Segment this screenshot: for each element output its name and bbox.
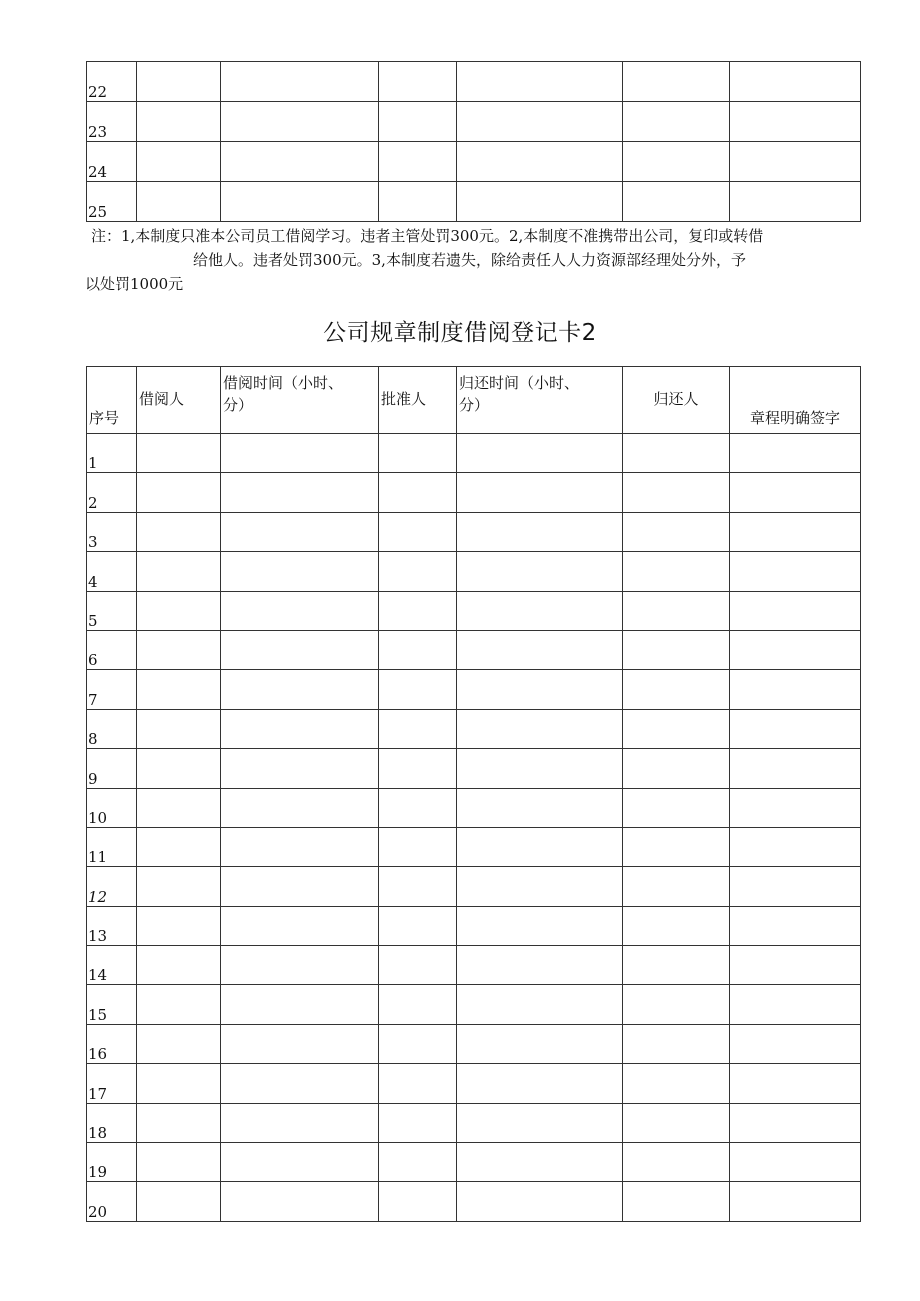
row-number: 6 [88,651,98,670]
table-row [87,985,861,1024]
empty-cell[interactable] [457,142,623,182]
empty-cell[interactable] [457,985,623,1024]
empty-cell[interactable] [221,182,379,222]
row-number: 3 [88,533,98,552]
empty-cell[interactable] [137,827,221,866]
header-returner: 归还人 [623,367,730,434]
empty-cell[interactable] [137,749,221,788]
row-number: 9 [88,769,98,788]
empty-cell[interactable] [221,434,379,473]
table-row [87,749,861,788]
empty-cell[interactable] [379,102,457,142]
empty-cell[interactable] [457,182,623,222]
empty-cell[interactable] [379,434,457,473]
row-number-cell [87,62,137,102]
table-row [87,906,861,945]
empty-cell[interactable] [379,1024,457,1063]
row-number-cell [87,512,137,551]
empty-cell[interactable] [221,512,379,551]
table-row [87,142,861,182]
header-approver: 批准人 [379,367,457,434]
empty-cell[interactable] [379,1064,457,1103]
empty-cell[interactable] [379,788,457,827]
row-number: 4 [88,572,98,591]
empty-cell[interactable] [221,591,379,630]
row-number-cell [87,749,137,788]
row-number: 22 [88,83,108,101]
empty-cell[interactable] [730,670,861,709]
empty-cell[interactable] [623,946,730,985]
empty-cell[interactable] [457,62,623,102]
row-number-cell [87,867,137,906]
empty-cell[interactable] [221,102,379,142]
empty-cell[interactable] [623,827,730,866]
empty-cell[interactable] [221,867,379,906]
row-number-cell [87,591,137,630]
empty-cell[interactable] [379,709,457,748]
empty-cell[interactable] [457,867,623,906]
row-number-cell [87,1103,137,1142]
empty-cell[interactable] [379,985,457,1024]
row-number: 11 [88,848,108,867]
empty-cell[interactable] [730,434,861,473]
empty-cell[interactable] [379,946,457,985]
table-row [87,434,861,473]
empty-cell[interactable] [457,1064,623,1103]
row-number-cell [87,906,137,945]
row-number-cell [87,552,137,591]
header-seq: 序号 [87,367,137,434]
empty-cell[interactable] [137,434,221,473]
empty-cell[interactable] [221,670,379,709]
empty-cell[interactable] [457,434,623,473]
empty-cell[interactable] [457,1103,623,1142]
row-number-cell [87,434,137,473]
empty-cell[interactable] [379,473,457,512]
empty-cell[interactable] [379,552,457,591]
empty-cell[interactable] [137,1103,221,1142]
empty-cell[interactable] [730,1182,861,1221]
empty-cell[interactable] [457,946,623,985]
empty-cell[interactable] [457,591,623,630]
empty-cell[interactable] [730,62,861,102]
empty-cell[interactable] [221,946,379,985]
row-number: 20 [88,1202,108,1221]
empty-cell[interactable] [623,434,730,473]
empty-cell[interactable] [379,1103,457,1142]
table-row [87,591,861,630]
row-number: 16 [88,1045,108,1064]
header-return-time: 归还时间（小时、 分） [457,367,623,434]
empty-cell[interactable] [623,1143,730,1182]
row-number-cell [87,946,137,985]
table-row [87,788,861,827]
table-row [87,709,861,748]
empty-cell[interactable] [379,867,457,906]
note-line-2: 给他人。违者处罚300元。3,本制度若遗失，除给责任人人力资源部经理处分外，予 [193,251,746,269]
empty-cell[interactable] [137,473,221,512]
empty-cell[interactable] [457,709,623,748]
row-number: 25 [88,203,108,221]
empty-cell[interactable] [623,552,730,591]
row-number: 8 [88,730,98,749]
empty-cell[interactable] [137,630,221,669]
empty-cell[interactable] [730,1103,861,1142]
row-number: 12 [88,887,108,906]
row-number-cell [87,670,137,709]
continued-register-table [86,61,861,222]
table-row [87,1103,861,1142]
note-line-1: 注：1,本制度只准本公司员工借阅学习。违者主管处罚300元。2,本制度不准携带出公司，复印或转借 [91,227,764,245]
empty-cell[interactable] [730,591,861,630]
table-row [87,182,861,222]
empty-cell[interactable] [623,630,730,669]
row-number: 24 [88,163,108,181]
borrow-register-table [86,366,861,1222]
empty-cell[interactable] [221,1103,379,1142]
empty-cell[interactable] [730,985,861,1024]
empty-cell[interactable] [730,1064,861,1103]
empty-cell[interactable] [137,867,221,906]
row-number: 7 [88,690,98,709]
row-number: 15 [88,1005,108,1024]
empty-cell[interactable] [623,1064,730,1103]
empty-cell[interactable] [137,102,221,142]
empty-cell[interactable] [457,102,623,142]
empty-cell[interactable] [457,906,623,945]
empty-cell[interactable] [379,630,457,669]
header-borrower: 借阅人 [137,367,221,434]
row-number: 17 [88,1084,108,1103]
empty-cell[interactable] [623,906,730,945]
empty-cell[interactable] [137,512,221,551]
empty-cell[interactable] [457,1024,623,1063]
empty-cell[interactable] [457,552,623,591]
empty-cell[interactable] [623,788,730,827]
empty-cell[interactable] [137,591,221,630]
empty-cell[interactable] [457,512,623,551]
empty-cell[interactable] [221,827,379,866]
empty-cell[interactable] [379,142,457,182]
empty-cell[interactable] [730,906,861,945]
empty-cell[interactable] [221,1064,379,1103]
empty-cell[interactable] [379,906,457,945]
row-number-cell [87,788,137,827]
empty-cell[interactable] [730,1143,861,1182]
empty-cell[interactable] [221,788,379,827]
table-row [87,867,861,906]
empty-cell[interactable] [457,827,623,866]
empty-cell[interactable] [137,946,221,985]
table-row [87,630,861,669]
table-row [87,512,861,551]
empty-cell[interactable] [137,670,221,709]
table-row [87,62,861,102]
empty-cell[interactable] [623,709,730,748]
empty-cell[interactable] [623,102,730,142]
row-number-cell [87,1064,137,1103]
empty-cell[interactable] [730,473,861,512]
table-row [87,1024,861,1063]
empty-cell[interactable] [730,512,861,551]
empty-cell[interactable] [137,985,221,1024]
empty-cell[interactable] [457,630,623,669]
empty-cell[interactable] [221,985,379,1024]
empty-cell[interactable] [623,473,730,512]
empty-cell[interactable] [221,142,379,182]
empty-cell[interactable] [457,1182,623,1221]
empty-cell[interactable] [137,1064,221,1103]
empty-cell[interactable] [379,670,457,709]
empty-cell[interactable] [623,512,730,551]
empty-cell[interactable] [623,867,730,906]
empty-cell[interactable] [379,591,457,630]
card-title: 公司规章制度借阅登记卡2 [323,320,597,346]
row-number-cell [87,142,137,182]
table-row [87,473,861,512]
row-number-cell [87,630,137,669]
row-number-cell [87,473,137,512]
header-signature: 章程明确签字 [730,367,861,434]
empty-cell[interactable] [730,749,861,788]
empty-cell[interactable] [730,142,861,182]
empty-cell[interactable] [221,1182,379,1221]
empty-cell[interactable] [221,62,379,102]
empty-cell[interactable] [137,62,221,102]
empty-cell[interactable] [730,867,861,906]
empty-cell[interactable] [221,906,379,945]
row-number-cell [87,985,137,1024]
empty-cell[interactable] [730,709,861,748]
empty-cell[interactable] [623,62,730,102]
empty-cell[interactable] [221,1024,379,1063]
empty-cell[interactable] [730,1024,861,1063]
table-row [87,552,861,591]
empty-cell[interactable] [379,1143,457,1182]
empty-cell[interactable] [221,630,379,669]
row-number: 13 [88,927,108,946]
row-number-cell [87,182,137,222]
empty-cell[interactable] [221,552,379,591]
empty-cell[interactable] [623,1024,730,1063]
row-number: 14 [88,966,108,985]
row-number-cell [87,1182,137,1221]
row-number: 19 [88,1163,108,1182]
empty-cell[interactable] [457,473,623,512]
empty-cell[interactable] [623,1103,730,1142]
empty-cell[interactable] [379,827,457,866]
empty-cell[interactable] [457,1143,623,1182]
row-number-cell [87,1024,137,1063]
empty-cell[interactable] [457,788,623,827]
row-number-cell [87,827,137,866]
table-row [87,1064,861,1103]
row-number-cell [87,1143,137,1182]
empty-cell[interactable] [623,591,730,630]
empty-cell[interactable] [623,1182,730,1221]
empty-cell[interactable] [379,182,457,222]
empty-cell[interactable] [137,552,221,591]
empty-cell[interactable] [137,142,221,182]
empty-cell[interactable] [623,985,730,1024]
empty-cell[interactable] [730,788,861,827]
empty-cell[interactable] [623,670,730,709]
table-row [87,1143,861,1182]
empty-cell[interactable] [379,512,457,551]
empty-cell[interactable] [221,1143,379,1182]
empty-cell[interactable] [457,749,623,788]
empty-cell[interactable] [457,670,623,709]
row-number-cell [87,709,137,748]
empty-cell[interactable] [137,788,221,827]
empty-cell[interactable] [137,1143,221,1182]
empty-cell[interactable] [379,749,457,788]
empty-cell[interactable] [730,182,861,222]
row-number: 10 [88,808,108,827]
row-number: 5 [88,611,98,630]
empty-cell[interactable] [379,62,457,102]
empty-cell[interactable] [730,552,861,591]
row-number: 2 [88,493,98,512]
empty-cell[interactable] [623,142,730,182]
empty-cell[interactable] [137,906,221,945]
table-row [87,102,861,142]
row-number: 18 [88,1124,108,1143]
header-borrow-time: 借阅时间（小时、 分） [221,367,379,434]
table-row [87,946,861,985]
header-row [87,367,861,434]
empty-cell[interactable] [137,709,221,748]
table-row [87,827,861,866]
empty-cell[interactable] [623,182,730,222]
note-line-3: 以处罚1000元 [85,275,184,293]
empty-cell[interactable] [730,946,861,985]
empty-cell[interactable] [730,827,861,866]
row-number: 23 [88,123,108,141]
table-row [87,670,861,709]
empty-cell[interactable] [137,182,221,222]
empty-cell[interactable] [221,749,379,788]
empty-cell[interactable] [379,1182,457,1221]
empty-cell[interactable] [137,1182,221,1221]
table-row [87,1182,861,1221]
empty-cell[interactable] [137,1024,221,1063]
empty-cell[interactable] [623,749,730,788]
row-number: 1 [88,454,98,473]
empty-cell[interactable] [221,473,379,512]
empty-cell[interactable] [730,102,861,142]
regulation-note [85,224,871,296]
row-number-cell [87,102,137,142]
empty-cell[interactable] [221,709,379,748]
empty-cell[interactable] [730,630,861,669]
